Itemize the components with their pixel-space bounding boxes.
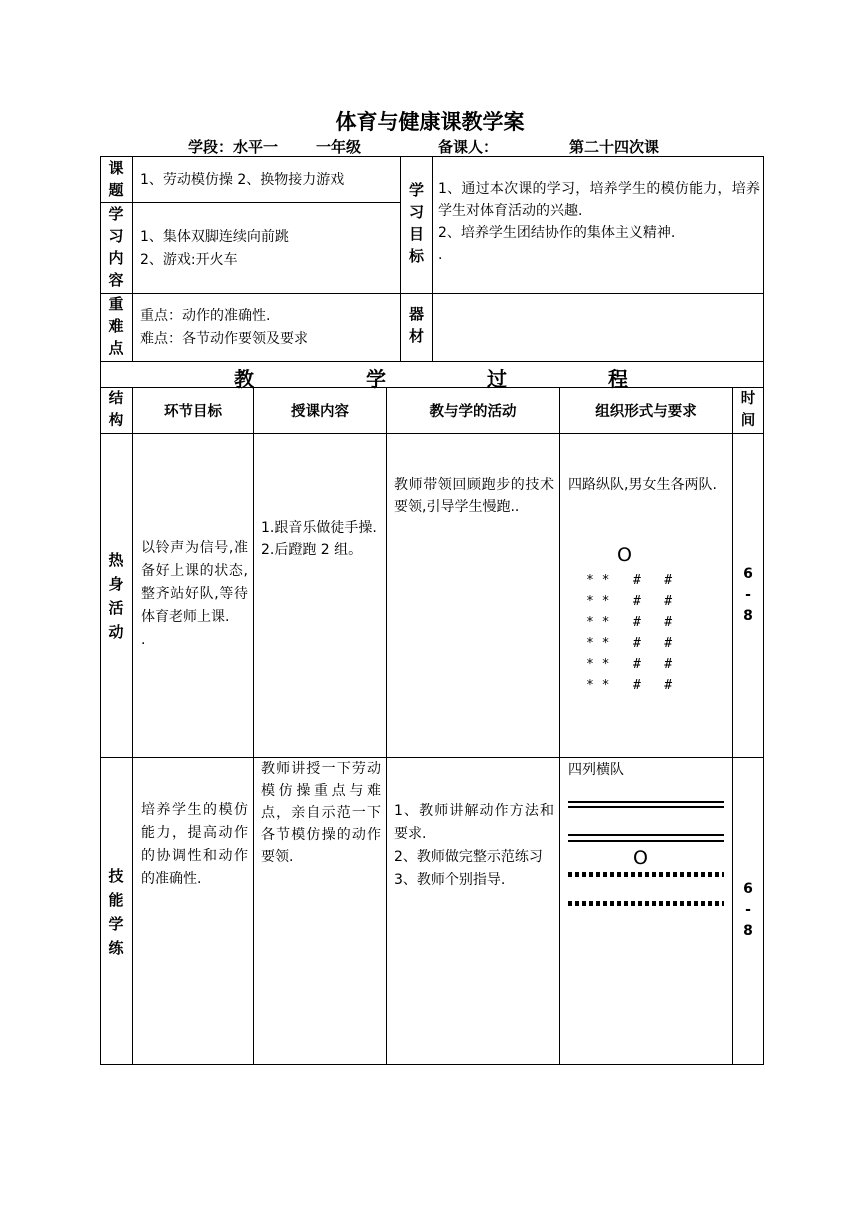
formation-row: * * # # [586,573,673,588]
dashed-line [568,872,724,877]
formation-row: * * # # [586,615,673,630]
solid-line [568,806,724,808]
row-activities: 教师带领回顾跑步的技术要领,引导学生慢跑.. [394,477,554,515]
process-heading [100,362,764,391]
objective-label: 学 习 目 标 [408,181,424,265]
school-stage: 学段：水平一 [188,138,279,156]
equipment-label: 器 材 [408,305,424,345]
formation-row: * * # # [586,636,673,651]
row-content: 教师讲授一下劳动模仿操重点与难点，亲自示范一下各节模仿操的动作要领. [261,761,381,865]
col-content: 授课内容 [291,404,349,420]
grade: 一年级 [316,138,362,156]
row-content: 1.跟音乐做徒手操. 2.后蹬跑 2 组。 [261,520,377,558]
row-activities: 1、教师讲解动作方法和要求. 2、教师做完整示范练习 3、教师个别指导. [394,803,554,888]
formation-row: * * # # [586,657,673,672]
topic-label: 课 题 [108,159,124,199]
col-activities: 教与学的活动 [429,404,517,420]
keypoints-label: 重 难 点 [108,295,124,357]
row-structure: 技 能 学 练 [108,867,124,957]
dashed-line [568,901,724,906]
col-goal: 环节目标 [164,404,222,420]
row-time: 6 - 8 [743,566,753,624]
process-heading-char: 过 [487,367,507,391]
row-goal: 以铃声为信号,准备好上课的状态,整齐站好队,等待体育老师上课. . [141,540,248,648]
teacher-marker: O [633,847,648,869]
lesson-preparer: 备课人： [438,138,499,156]
process-heading-char: 学 [366,367,386,391]
row-organization: 四列横队 [568,762,624,778]
learning-objectives: 1、通过本次课的学习，培养学生的模仿能力，培养学生对体育活动的兴趣. 2、培养学生团结协作的集体主义精神. . [438,181,760,263]
teacher-marker: O [617,544,632,566]
formation-row: * * # # [586,594,673,609]
formation-diagram [586,570,672,696]
learning-content: 1、集体双脚连续向前跳 2、游戏:开火车 [140,229,289,268]
solid-line [568,834,724,836]
lesson-number: 第二十四次课 [569,138,660,156]
lesson-plan-table [100,156,764,1064]
process-heading-char: 程 [608,367,628,391]
page-title: 体育与健康课教学案 [335,110,525,134]
col-organization: 组织形式与要求 [595,404,697,420]
key-difficult-points: 重点：动作的准确性. 难点：各节动作要领及要求 [140,308,308,347]
row-organization: 四路纵队,男女生各两队. [568,477,717,493]
col-structure: 结 构 [108,391,124,429]
lesson-topic: 1、劳动模仿操 2、换物接力游戏 [140,172,345,188]
formation-row: * * # # [586,678,673,693]
row-goal: 培养学生的模仿能力，提高动作的协调性和动作的准确性. [141,802,248,887]
process-heading-char: 教 [234,367,254,391]
solid-line [568,840,724,842]
col-time: 时 间 [740,391,756,429]
row-structure: 热 身 活 动 [108,551,124,641]
row-time: 6 - 8 [743,881,753,939]
content-label: 学 习 内 容 [108,205,124,289]
solid-line [568,801,724,803]
